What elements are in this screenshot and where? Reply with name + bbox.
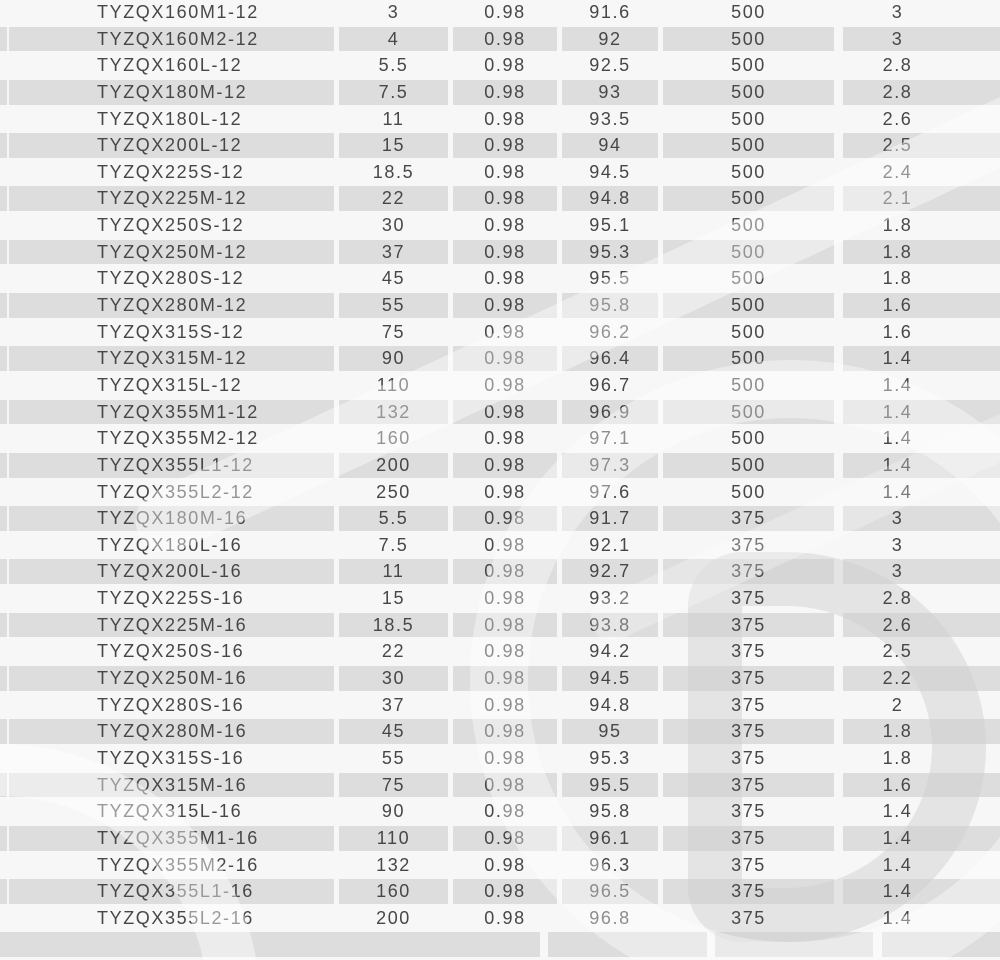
- edge-cell: [0, 613, 7, 638]
- model-cell: TYZQX250M-12: [9, 240, 334, 265]
- power-cell: 200: [339, 453, 448, 478]
- power-factor-cell: 0.98: [453, 400, 557, 425]
- power-cell: 4: [339, 27, 448, 52]
- power-cell: 110: [376, 374, 411, 395]
- model-cell: TYZQX200L-12: [9, 133, 334, 158]
- model-cell: TYZQX160M2-12: [9, 27, 334, 52]
- table-row: [0, 27, 1000, 52]
- power-cell: 15: [339, 133, 448, 158]
- efficiency-cell: 95.5: [589, 268, 631, 289]
- power-cell: 55: [381, 747, 406, 768]
- table-row: [0, 480, 1000, 505]
- speed-cell: 375: [663, 506, 834, 531]
- model-cell: TYZQX180M-16: [9, 506, 334, 531]
- edge-cell: [0, 133, 7, 158]
- edge-cell: [0, 799, 7, 824]
- ratio-cell: 2.5: [843, 133, 1000, 158]
- table-row: [0, 773, 1000, 798]
- power-factor-cell: 0.98: [484, 215, 526, 236]
- edge-cell: [0, 320, 7, 345]
- edge-cell: [0, 160, 7, 185]
- efficiency-cell: 95.3: [589, 747, 631, 768]
- efficiency-cell: 94.8: [589, 694, 631, 715]
- efficiency-cell: 94: [562, 133, 658, 158]
- speed-cell: 500: [663, 133, 834, 158]
- ratio-cell: 3: [843, 27, 1000, 52]
- speed-cell: 375: [731, 694, 766, 715]
- power-cell: 11: [339, 559, 448, 584]
- power-factor-cell: 0.98: [484, 801, 526, 822]
- power-factor-cell: 0.98: [453, 613, 557, 638]
- power-cell: 11: [382, 108, 405, 129]
- model-cell: TYZQX315L-12: [97, 374, 243, 395]
- efficiency-cell: 92.7: [562, 559, 658, 584]
- table-row: [0, 719, 1000, 744]
- speed-cell: 500: [731, 268, 766, 289]
- efficiency-cell: 96.7: [589, 374, 631, 395]
- speed-cell: 375: [731, 747, 766, 768]
- edge-cell: [0, 879, 7, 904]
- power-factor-cell: 0.98: [453, 186, 557, 211]
- edge-cell: [0, 293, 7, 318]
- power-cell: 160: [376, 428, 411, 449]
- power-cell: 30: [339, 666, 448, 691]
- efficiency-cell: 93: [562, 80, 658, 105]
- speed-cell: 375: [663, 879, 834, 904]
- table-row: [0, 666, 1000, 691]
- table-row: [0, 240, 1000, 265]
- edge-cell: [0, 906, 7, 931]
- power-cell: 75: [339, 773, 448, 798]
- power-factor-cell: 0.98: [453, 879, 557, 904]
- ratio-cell: 1.6: [843, 293, 1000, 318]
- model-cell: TYZQX250S-16: [97, 641, 245, 662]
- efficiency-cell: 97.1: [589, 428, 631, 449]
- power-cell: 18.5: [372, 161, 415, 182]
- ratio-cell: 3: [843, 506, 1000, 531]
- ratio-cell: 2.6: [843, 613, 1000, 638]
- efficiency-cell: 96.2: [589, 321, 631, 342]
- table-row: [0, 826, 1000, 851]
- power-factor-cell: 0.98: [484, 374, 526, 395]
- speed-cell: 500: [663, 27, 834, 52]
- ratio-cell: 1.6: [882, 321, 913, 342]
- table-row: [0, 133, 1000, 158]
- power-factor-cell: 0.98: [484, 534, 526, 555]
- table-row: [0, 879, 1000, 904]
- model-cell: TYZQX250S-12: [97, 215, 245, 236]
- table-row: [0, 426, 1000, 451]
- edge-cell: [0, 186, 7, 211]
- table-row: [0, 559, 1000, 584]
- power-factor-cell: 0.98: [484, 268, 526, 289]
- ratio-cell: 1.8: [843, 240, 1000, 265]
- power-cell: 132: [376, 854, 411, 875]
- table-row: [0, 746, 1000, 771]
- ratio-cell: 1.8: [882, 268, 913, 289]
- ratio-cell: 1.4: [882, 801, 913, 822]
- power-factor-cell: 0.98: [453, 293, 557, 318]
- model-cell: TYZQX315S-16: [97, 747, 245, 768]
- table-row: [0, 613, 1000, 638]
- ratio-cell: 1.8: [882, 747, 913, 768]
- ratio-cell: 2.6: [882, 108, 913, 129]
- model-cell: TYZQX355M1-16: [9, 826, 334, 851]
- speed-cell: 500: [663, 453, 834, 478]
- efficiency-cell: 95.3: [562, 240, 658, 265]
- ratio-cell: 3: [891, 2, 904, 22]
- edge-cell: [0, 773, 7, 798]
- power-factor-cell: 0.98: [484, 854, 526, 875]
- model-cell: TYZQX280S-16: [97, 694, 245, 715]
- speed-cell: 500: [731, 215, 766, 236]
- power-factor-cell: 0.98: [453, 666, 557, 691]
- ratio-cell: 1.8: [882, 215, 913, 236]
- model-cell: TYZQX160M1-12: [97, 2, 259, 22]
- efficiency-cell: 91.7: [562, 506, 658, 531]
- model-cell: TYZQX315L-16: [97, 801, 243, 822]
- model-cell: TYZQX280M-12: [9, 293, 334, 318]
- power-cell: 7.5: [378, 534, 409, 555]
- table-row: [0, 853, 1000, 878]
- power-cell: 90: [339, 346, 448, 371]
- edge-cell: [0, 240, 7, 265]
- model-cell: TYZQX355L1-12: [9, 453, 334, 478]
- speed-cell: 500: [663, 293, 834, 318]
- power-factor-cell: 0.98: [453, 240, 557, 265]
- edge-cell: [0, 400, 7, 425]
- power-factor-cell: 0.98: [453, 27, 557, 52]
- power-factor-cell: 0.98: [453, 453, 557, 478]
- edge-cell: [0, 213, 7, 238]
- footer-cell: [715, 932, 873, 957]
- power-cell: 22: [381, 641, 406, 662]
- model-cell: TYZQX315M-12: [9, 346, 334, 371]
- model-cell: TYZQX225M-16: [9, 613, 334, 638]
- power-factor-cell: 0.98: [453, 719, 557, 744]
- power-cell: 7.5: [339, 80, 448, 105]
- power-factor-cell: 0.98: [484, 694, 526, 715]
- edge-cell: [0, 559, 7, 584]
- ratio-cell: 1.4: [882, 907, 913, 928]
- edge-cell: [0, 480, 7, 505]
- table-row: [0, 533, 1000, 558]
- table-row: [0, 53, 1000, 78]
- footer-cell: [0, 932, 540, 957]
- edge-cell: [0, 453, 7, 478]
- efficiency-cell: 94.8: [562, 186, 658, 211]
- model-cell: TYZQX225S-16: [97, 588, 245, 609]
- table-row: [0, 639, 1000, 664]
- power-cell: 90: [381, 801, 406, 822]
- speed-cell: 500: [663, 186, 834, 211]
- power-factor-cell: 0.98: [453, 346, 557, 371]
- ratio-cell: 1.4: [843, 400, 1000, 425]
- model-cell: TYZQX280S-12: [97, 268, 245, 289]
- model-cell: TYZQX225M-12: [9, 186, 334, 211]
- edge-cell: [0, 719, 7, 744]
- ratio-cell: 2.8: [843, 80, 1000, 105]
- table-row: [0, 213, 1000, 238]
- power-cell: 250: [376, 481, 411, 502]
- ratio-cell: 1.6: [843, 773, 1000, 798]
- power-cell: 132: [339, 400, 448, 425]
- ratio-cell: 1.4: [882, 854, 913, 875]
- model-cell: TYZQX160L-12: [97, 55, 243, 76]
- speed-cell: 375: [663, 826, 834, 851]
- power-factor-cell: 0.98: [453, 80, 557, 105]
- model-cell: TYZQX280M-16: [9, 719, 334, 744]
- edge-cell: [0, 346, 7, 371]
- table-row: [0, 506, 1000, 531]
- table-row: [0, 0, 1000, 25]
- efficiency-cell: 95.8: [562, 293, 658, 318]
- edge-cell: [0, 826, 7, 851]
- table-row: [0, 906, 1000, 931]
- efficiency-cell: 93.5: [589, 108, 631, 129]
- efficiency-cell: 92: [562, 27, 658, 52]
- power-factor-cell: 0.98: [484, 641, 526, 662]
- model-cell: TYZQX225S-12: [97, 161, 245, 182]
- power-factor-cell: 0.98: [453, 133, 557, 158]
- power-factor-cell: 0.98: [453, 826, 557, 851]
- efficiency-cell: 93.2: [589, 588, 631, 609]
- table-row: [0, 693, 1000, 718]
- power-factor-cell: 0.98: [484, 321, 526, 342]
- power-cell: 5.5: [378, 55, 409, 76]
- model-cell: TYZQX355M1-12: [9, 400, 334, 425]
- table-row: [0, 799, 1000, 824]
- ratio-cell: 2.5: [882, 641, 913, 662]
- footer-cell: [882, 932, 1000, 957]
- edge-cell: [0, 693, 7, 718]
- efficiency-cell: 91.6: [589, 2, 631, 22]
- power-cell: 3: [387, 2, 400, 22]
- power-factor-cell: 0.98: [453, 773, 557, 798]
- efficiency-cell: 94.2: [589, 641, 631, 662]
- table-row: [0, 160, 1000, 185]
- speed-cell: 500: [731, 428, 766, 449]
- ratio-cell: 3: [843, 559, 1000, 584]
- model-cell: TYZQX180M-12: [9, 80, 334, 105]
- edge-cell: [0, 107, 7, 132]
- edge-cell: [0, 426, 7, 451]
- model-cell: TYZQX250M-16: [9, 666, 334, 691]
- speed-cell: 500: [731, 161, 766, 182]
- speed-cell: 375: [663, 719, 834, 744]
- power-cell: 5.5: [339, 506, 448, 531]
- table-row: [0, 266, 1000, 291]
- speed-cell: 500: [731, 55, 766, 76]
- ratio-cell: 1.4: [882, 481, 913, 502]
- power-cell: 160: [339, 879, 448, 904]
- speed-cell: 500: [731, 374, 766, 395]
- ratio-cell: 1.4: [882, 374, 913, 395]
- speed-cell: 500: [731, 481, 766, 502]
- speed-cell: 375: [731, 801, 766, 822]
- table-row: [0, 80, 1000, 105]
- speed-cell: 500: [731, 108, 766, 129]
- edge-cell: [0, 373, 7, 398]
- ratio-cell: 2.2: [843, 666, 1000, 691]
- speed-cell: 500: [663, 80, 834, 105]
- table-row: [0, 586, 1000, 611]
- efficiency-cell: 95.5: [562, 773, 658, 798]
- efficiency-cell: 93.8: [562, 613, 658, 638]
- edge-cell: [0, 853, 7, 878]
- power-factor-cell: 0.98: [453, 506, 557, 531]
- efficiency-cell: 96.9: [562, 400, 658, 425]
- edge-cell: [0, 533, 7, 558]
- power-cell: 22: [339, 186, 448, 211]
- edge-cell: [0, 27, 7, 52]
- edge-cell: [0, 586, 7, 611]
- efficiency-cell: 95.8: [589, 801, 631, 822]
- ratio-cell: 2.8: [882, 55, 913, 76]
- table-row: [0, 373, 1000, 398]
- power-factor-cell: 0.98: [484, 481, 526, 502]
- model-cell: TYZQX180L-12: [97, 108, 243, 129]
- efficiency-cell: 96.4: [562, 346, 658, 371]
- power-factor-cell: 0.98: [484, 2, 526, 22]
- edge-cell: [0, 266, 7, 291]
- power-factor-cell: 0.98: [484, 428, 526, 449]
- speed-cell: 500: [663, 400, 834, 425]
- ratio-cell: 2.8: [882, 588, 913, 609]
- speed-cell: 375: [731, 854, 766, 875]
- speed-cell: 500: [731, 321, 766, 342]
- edge-cell: [0, 746, 7, 771]
- edge-cell: [0, 506, 7, 531]
- efficiency-cell: 94.5: [562, 666, 658, 691]
- ratio-cell: 1.4: [843, 879, 1000, 904]
- power-cell: 45: [381, 268, 406, 289]
- edge-cell: [0, 666, 7, 691]
- model-cell: TYZQX355L2-12: [97, 481, 254, 502]
- speed-cell: 500: [663, 240, 834, 265]
- efficiency-cell: 95: [562, 719, 658, 744]
- speed-cell: 500: [663, 346, 834, 371]
- power-cell: 55: [339, 293, 448, 318]
- speed-cell: 375: [663, 773, 834, 798]
- efficiency-cell: 95.1: [589, 215, 631, 236]
- model-cell: TYZQX200L-16: [9, 559, 334, 584]
- ratio-cell: 3: [891, 534, 904, 555]
- model-cell: TYZQX355M2-12: [97, 428, 259, 449]
- power-factor-cell: 0.98: [484, 55, 526, 76]
- ratio-cell: 2.1: [843, 186, 1000, 211]
- efficiency-cell: 92.5: [589, 55, 631, 76]
- power-cell: 200: [376, 907, 411, 928]
- power-factor-cell: 0.98: [484, 161, 526, 182]
- power-cell: 30: [381, 215, 406, 236]
- power-cell: 75: [381, 321, 406, 342]
- ratio-cell: 1.4: [843, 346, 1000, 371]
- table-row: [0, 186, 1000, 211]
- table-row: [0, 346, 1000, 371]
- speed-cell: 375: [731, 907, 766, 928]
- power-cell: 37: [381, 694, 406, 715]
- ratio-cell: 1.4: [843, 826, 1000, 851]
- model-cell: TYZQX355L1-16: [9, 879, 334, 904]
- table-row: [0, 293, 1000, 318]
- power-factor-cell: 0.98: [453, 559, 557, 584]
- ratio-cell: 1.4: [882, 428, 913, 449]
- power-factor-cell: 0.98: [484, 108, 526, 129]
- speed-cell: 375: [731, 641, 766, 662]
- power-factor-cell: 0.98: [484, 588, 526, 609]
- edge-cell: [0, 53, 7, 78]
- efficiency-cell: 97.6: [589, 481, 631, 502]
- speed-cell: 375: [731, 588, 766, 609]
- power-cell: 45: [339, 719, 448, 744]
- power-factor-cell: 0.98: [484, 747, 526, 768]
- ratio-cell: 2.4: [882, 161, 913, 182]
- model-cell: TYZQX355L2-16: [97, 907, 254, 928]
- efficiency-cell: 92.1: [589, 534, 631, 555]
- efficiency-cell: 96.1: [562, 826, 658, 851]
- power-cell: 110: [339, 826, 448, 851]
- power-cell: 37: [339, 240, 448, 265]
- edge-cell: [0, 80, 7, 105]
- efficiency-cell: 94.5: [589, 161, 631, 182]
- power-cell: 18.5: [339, 613, 448, 638]
- model-cell: TYZQX315M-16: [9, 773, 334, 798]
- model-cell: TYZQX355M2-16: [97, 854, 259, 875]
- model-cell: TYZQX180L-16: [97, 534, 243, 555]
- table-footer-row: [0, 932, 1000, 957]
- speed-cell: 375: [663, 613, 834, 638]
- edge-cell: [0, 0, 7, 25]
- footer-cell: [548, 932, 707, 957]
- table-row: [0, 453, 1000, 478]
- efficiency-cell: 96.5: [562, 879, 658, 904]
- speed-cell: 375: [663, 559, 834, 584]
- table-row: [0, 107, 1000, 132]
- efficiency-cell: 96.8: [589, 907, 631, 928]
- edge-cell: [0, 639, 7, 664]
- power-factor-cell: 0.98: [484, 907, 526, 928]
- table-row: [0, 400, 1000, 425]
- speed-cell: 500: [731, 2, 766, 22]
- efficiency-cell: 97.3: [562, 453, 658, 478]
- ratio-cell: 2: [891, 694, 904, 715]
- model-cell: TYZQX315S-12: [97, 321, 245, 342]
- speed-cell: 375: [663, 666, 834, 691]
- efficiency-cell: 96.3: [589, 854, 631, 875]
- ratio-cell: 1.4: [843, 453, 1000, 478]
- speed-cell: 375: [731, 534, 766, 555]
- ratio-cell: 1.8: [843, 719, 1000, 744]
- table-row: [0, 320, 1000, 345]
- power-cell: 15: [381, 588, 406, 609]
